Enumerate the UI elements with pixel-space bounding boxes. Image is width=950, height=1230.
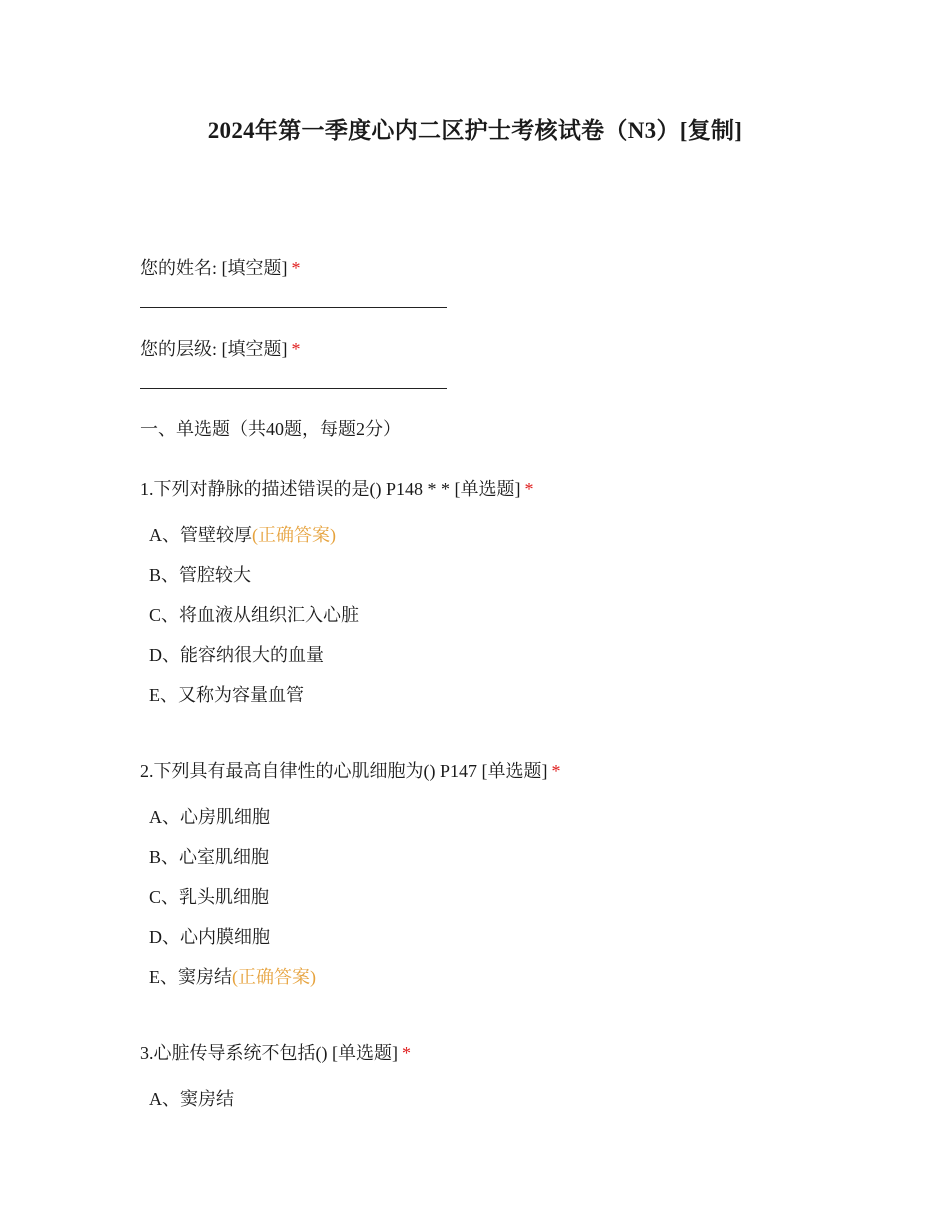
q1-option-e[interactable] bbox=[149, 681, 304, 707]
option-label: D、心内膜细胞 bbox=[149, 927, 270, 947]
question-1 bbox=[140, 475, 534, 501]
option-label: C、乳头肌细胞 bbox=[149, 887, 270, 907]
q1-option-c[interactable] bbox=[149, 601, 359, 627]
required-mark: * bbox=[291, 258, 301, 278]
q1-option-d[interactable] bbox=[149, 641, 324, 667]
question-2-text: 2.下列具有最高自律性的心肌细胞为() P147 [单选题] bbox=[140, 761, 548, 781]
q3-option-a[interactable] bbox=[149, 1085, 234, 1111]
option-label: E、又称为容量血管 bbox=[149, 685, 304, 705]
level-input-line[interactable] bbox=[140, 388, 447, 389]
q2-option-d[interactable] bbox=[149, 923, 270, 949]
q2-option-e[interactable] bbox=[149, 963, 316, 989]
required-mark: * bbox=[291, 339, 301, 359]
correct-answer-tag: (正确答案) bbox=[252, 525, 336, 545]
option-label: E、窦房结 bbox=[149, 967, 232, 987]
q2-option-a[interactable] bbox=[149, 803, 270, 829]
field-name-label: 您的姓名: [填空题] bbox=[140, 258, 288, 278]
option-label: C、将血液从组织汇入心脏 bbox=[149, 605, 360, 625]
option-label: B、管腔较大 bbox=[149, 565, 252, 585]
option-label: A、管壁较厚 bbox=[149, 525, 252, 545]
q2-option-b[interactable] bbox=[149, 843, 269, 869]
option-label: A、窦房结 bbox=[149, 1089, 234, 1109]
question-3 bbox=[140, 1039, 411, 1065]
section-heading: 一、单选题（共40题，每题2分） bbox=[140, 419, 401, 439]
required-mark: * bbox=[401, 1043, 411, 1063]
field-level-label: 您的层级: [填空题] bbox=[140, 339, 288, 359]
option-label: A、心房肌细胞 bbox=[149, 807, 270, 827]
field-name-label-row bbox=[140, 254, 301, 280]
field-level-label-row bbox=[140, 335, 301, 361]
name-input-line[interactable] bbox=[140, 307, 447, 308]
question-3-text: 3.心脏传导系统不包括() [单选题] bbox=[140, 1043, 398, 1063]
correct-answer-tag: (正确答案) bbox=[232, 967, 316, 987]
q2-option-c[interactable] bbox=[149, 883, 269, 909]
required-mark: * bbox=[524, 479, 534, 499]
option-label: B、心室肌细胞 bbox=[149, 847, 270, 867]
question-2 bbox=[140, 757, 561, 783]
question-1-text: 1.下列对静脉的描述错误的是() P148 * * [单选题] bbox=[140, 479, 521, 499]
q1-option-b[interactable] bbox=[149, 561, 251, 587]
page-title: 2024年第一季度心内二区护士考核试卷（N3）[复制] bbox=[207, 118, 743, 143]
required-mark: * bbox=[551, 761, 561, 781]
option-label: D、能容纳很大的血量 bbox=[149, 645, 324, 665]
q1-option-a[interactable] bbox=[149, 521, 336, 547]
